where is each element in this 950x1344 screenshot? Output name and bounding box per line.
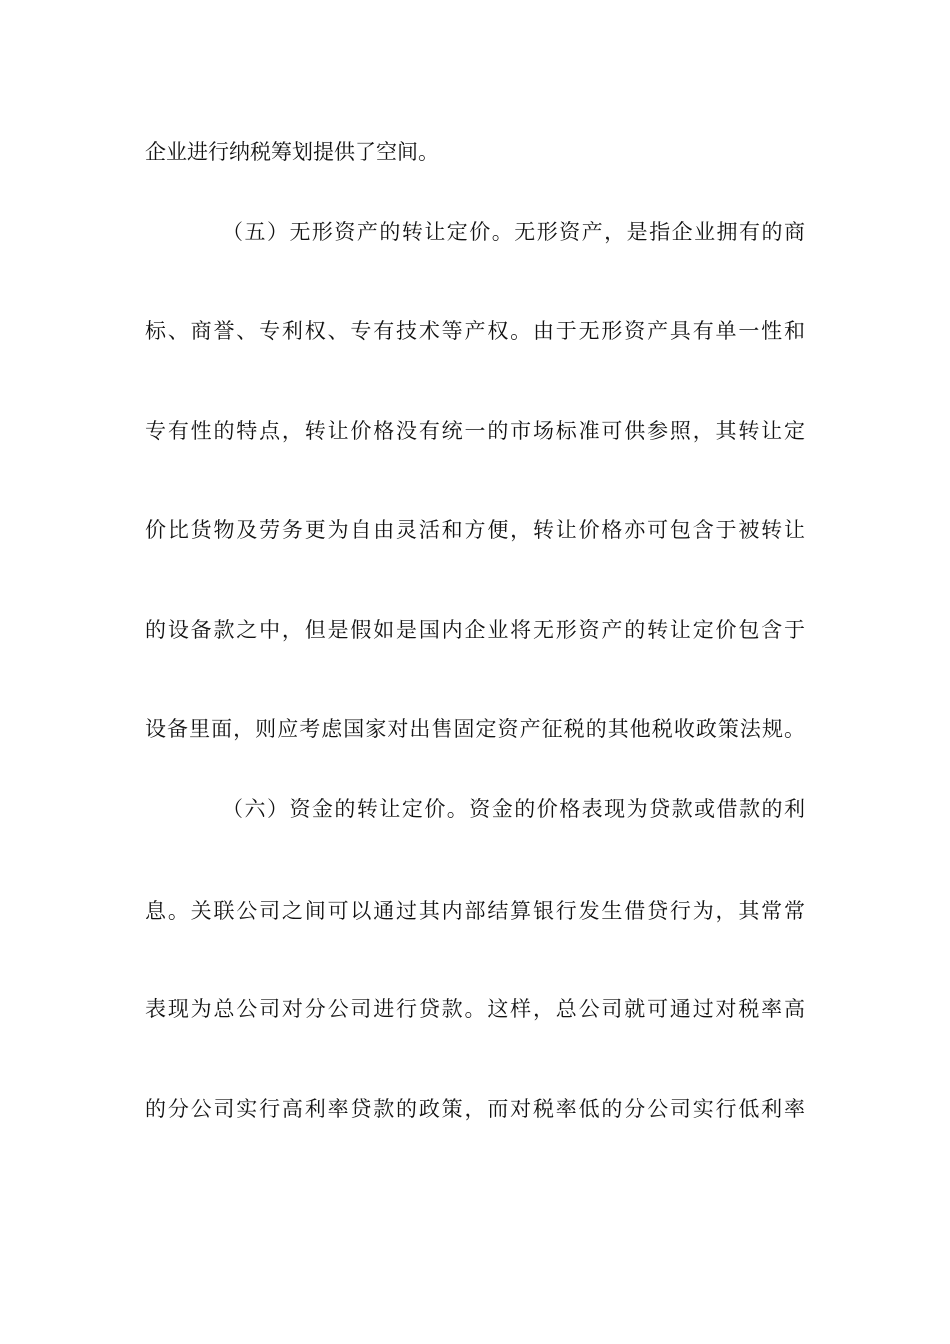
text-line: 设备里面，则应考虑国家对出售固定资产征税的其他税收政策法规。 xyxy=(145,717,805,741)
text-line: 息。关联公司之间可以通过其内部结算银行发生借贷行为，其常常 xyxy=(145,899,805,923)
text-line: 表现为总公司对分公司进行贷款。这样，总公司就可通过对税率高 xyxy=(145,997,805,1021)
text-line: 企业进行纳税筹划提供了空间。 xyxy=(145,140,439,164)
paragraph-start-line: （五）无形资产的转让定价。无形资产，是指企业拥有的商 xyxy=(222,220,805,244)
text-line: 价比货物及劳务更为自由灵活和方便，转让价格亦可包含于被转让 xyxy=(145,518,805,542)
text-line: 的设备款之中，但是假如是国内企业将无形资产的转让定价包含于 xyxy=(145,618,805,642)
text-line: 的分公司实行高利率贷款的政策，而对税率低的分公司实行低利率 xyxy=(145,1097,805,1121)
paragraph-start-line: （六）资金的转让定价。资金的价格表现为贷款或借款的利 xyxy=(222,797,805,821)
text-line: 标、商誉、专利权、专有技术等产权。由于无形资产具有单一性和 xyxy=(145,319,805,343)
text-line: 专有性的特点，转让价格没有统一的市场标准可供参照，其转让定 xyxy=(145,419,805,443)
